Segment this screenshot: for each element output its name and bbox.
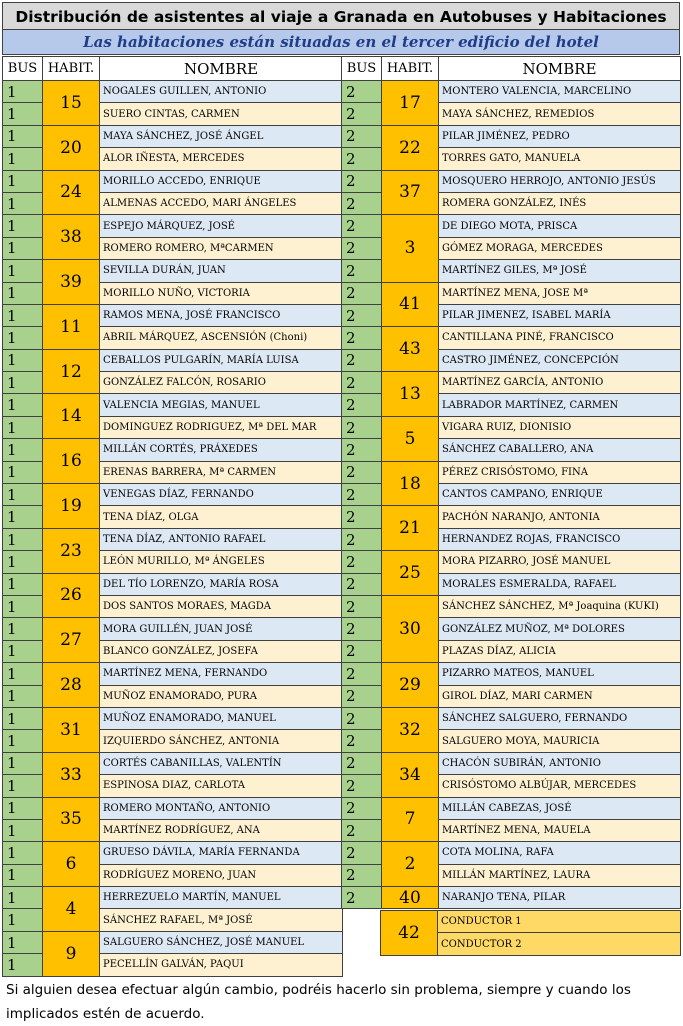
bus-number-cell: 1 [3, 237, 43, 259]
bus-number-cell: 1 [3, 707, 43, 729]
room-number-cell: 33 [43, 752, 100, 797]
room-number-cell: 5 [382, 416, 439, 461]
table-row [3, 752, 343, 774]
bus-number-cell: 1 [3, 752, 43, 774]
bus-number-cell: 1 [3, 148, 43, 170]
bus-number-cell: 1 [3, 573, 43, 595]
table-row [3, 349, 343, 371]
guest-name-cell: DOMINGUEZ RODRIGUEZ, Mª DEL MAR [100, 416, 343, 438]
table-row [3, 707, 343, 729]
guest-name-cell: SEVILLA DURÁN, JUAN [100, 260, 343, 282]
room-number-cell: 23 [43, 528, 100, 573]
bus-number-cell: 2 [342, 663, 382, 685]
bus-number-cell: 2 [342, 103, 382, 125]
guest-name-cell: ESPEJO MÁRQUEZ, JOSÉ [100, 215, 343, 237]
bus-number-cell: 2 [342, 282, 382, 304]
table-row [3, 260, 343, 282]
room-number-cell: 30 [382, 595, 439, 662]
table-row [3, 215, 343, 237]
document-title: Distribución de asistentes al viaje a Granada en Autobuses y Habitaciones [2, 2, 680, 30]
bus-number-cell: 2 [342, 215, 382, 237]
guest-name-cell: MOSQUERO HERROJO, ANTONIO JESÚS [439, 170, 681, 192]
guest-name-cell: DEL TÍO LORENZO, MARÍA ROSA [100, 573, 343, 595]
bus-number-cell: 1 [3, 349, 43, 371]
guest-name-cell: PACHÓN NARANJO, ANTONIA [439, 506, 681, 528]
room-number-cell: 12 [43, 349, 100, 394]
table-row [342, 215, 681, 237]
guest-name-cell: MILLÁN MARTÍNEZ, LAURA [439, 864, 681, 886]
guest-name-cell: PLAZAS DÍAZ, ALICIA [439, 640, 681, 662]
room-number-cell: 24 [43, 170, 100, 215]
table-row [342, 170, 681, 192]
table-row [3, 484, 343, 506]
guest-name-cell: GONZÁLEZ MUÑOZ, Mª DOLORES [439, 618, 681, 640]
table-row [342, 372, 681, 394]
guest-name-cell: MARTÍNEZ GILES, Mª JOSÉ [439, 260, 681, 282]
document-subtitle: Las habitaciones están situadas en el tercer edificio del hotel [2, 30, 680, 55]
bus-number-cell: 1 [3, 103, 43, 125]
guest-name-cell: TENA DÍAZ, OLGA [100, 506, 343, 528]
guest-name-cell: DOS SANTOS MORAES, MAGDA [100, 595, 343, 617]
bus-number-cell: 1 [3, 931, 43, 953]
room-number-cell: 29 [382, 663, 439, 708]
bus-number-cell: 1 [3, 170, 43, 192]
left-table-body [3, 81, 343, 977]
column-header-habit: HABIT. [382, 57, 439, 81]
table-row [3, 170, 343, 192]
table-row [342, 81, 681, 103]
table-row [3, 125, 343, 147]
guest-name-cell: MORA GUILLÉN, JUAN JOSÉ [100, 618, 343, 640]
bus-number-cell: 1 [3, 416, 43, 438]
bus-number-cell: 1 [3, 864, 43, 886]
guest-name-cell: PILAR JIMÉNEZ, PEDRO [439, 125, 681, 147]
guest-name-cell: PIZARRO MATEOS, MANUEL [439, 663, 681, 685]
bus-number-cell: 1 [3, 372, 43, 394]
guest-name-cell: ALOR IÑESTA, MERCEDES [100, 148, 343, 170]
room-number-cell: 7 [382, 797, 439, 842]
guest-name-cell: MARTÍNEZ GARCÍA, ANTONIO [439, 372, 681, 394]
bus-number-cell: 2 [342, 506, 382, 528]
bus-number-cell: 2 [342, 394, 382, 416]
room-number-cell: 31 [43, 707, 100, 752]
guest-name-cell: GRUESO DÁVILA, MARÍA FERNANDA [100, 842, 343, 864]
bus-number-cell: 1 [3, 887, 43, 909]
table-row [342, 327, 681, 349]
bus-number-cell: 2 [342, 484, 382, 506]
table-row [342, 595, 681, 617]
column-header-habit: HABIT. [43, 57, 100, 81]
bus-number-cell: 1 [3, 394, 43, 416]
bus-number-cell: 1 [3, 81, 43, 103]
table-row [3, 842, 343, 864]
bus-number-cell: 1 [3, 595, 43, 617]
guest-name-cell: MORILLO NUÑO, VICTORIA [100, 282, 343, 304]
room-number-cell: 27 [43, 618, 100, 663]
room-number-cell: 22 [382, 125, 439, 170]
bus-number-cell: 2 [342, 842, 382, 864]
driver-room-number-cell: 42 [381, 911, 438, 956]
guest-name-cell: DE DIEGO MOTA, PRISCA [439, 215, 681, 237]
guest-name-cell: BLANCO GONZÁLEZ, JOSEFA [100, 640, 343, 662]
bus-number-cell: 1 [3, 551, 43, 573]
guest-name-cell: MILLÁN CABEZAS, JOSÉ [439, 797, 681, 819]
bus-number-cell: 1 [3, 909, 43, 931]
bus-number-cell: 2 [342, 752, 382, 774]
guest-name-cell: VIGARA RUIZ, DIONISIO [439, 416, 681, 438]
guest-name-cell: SALGUERO SÁNCHEZ, JOSÉ MANUEL [100, 931, 343, 953]
table-row [342, 551, 681, 573]
bus-number-cell: 2 [342, 372, 382, 394]
table-row [342, 707, 681, 729]
guest-name-cell: GIROL DÍAZ, MARI CARMEN [439, 685, 681, 707]
guest-name-cell: COTA MOLINA, RAFA [439, 842, 681, 864]
right-table-body [342, 81, 681, 909]
footer-note: Si alguien desea efectuar algún cambio, podréis hacerlo sin problema, siempre y cuando los implicados estén de acuerdo. [6, 982, 631, 1022]
table-row [342, 797, 681, 819]
bus-number-cell: 2 [342, 797, 382, 819]
bus-number-cell: 1 [3, 282, 43, 304]
room-number-cell: 17 [382, 81, 439, 126]
room-number-cell: 37 [382, 170, 439, 215]
left-header-row [3, 57, 343, 81]
bus-number-cell: 2 [342, 349, 382, 371]
guest-name-cell: ERENAS BARRERA, Mª CARMEN [100, 461, 343, 483]
guest-name-cell: LEÓN MURILLO, Mª ÁNGELES [100, 551, 343, 573]
room-number-cell: 40 [382, 887, 439, 909]
bus-number-cell: 1 [3, 304, 43, 326]
guest-name-cell: MARTÍNEZ MENA, MAUELA [439, 819, 681, 841]
guest-name-cell: CANTILLANA PINÉ, FRANCISCO [439, 327, 681, 349]
guest-name-cell: VENEGAS DÍAZ, FERNANDO [100, 484, 343, 506]
bus-number-cell: 1 [3, 797, 43, 819]
table-row [342, 282, 681, 304]
guest-name-cell: ROMERO ROMERO, MªCARMEN [100, 237, 343, 259]
guest-name-cell: RODRÍGUEZ MORENO, JUAN [100, 864, 343, 886]
column-header-nombre: NOMBRE [100, 57, 343, 81]
bus-number-cell: 2 [342, 125, 382, 147]
guest-name-cell: CHACÓN SUBIRÁN, ANTONIO [439, 752, 681, 774]
bus-number-cell: 2 [342, 304, 382, 326]
column-header-bus: BUS [3, 57, 43, 81]
room-number-cell: 19 [43, 484, 100, 529]
guest-name-cell: MONTERO VALENCIA, MARCELINO [439, 81, 681, 103]
guest-name-cell: CEBALLOS PULGARÍN, MARÍA LUISA [100, 349, 343, 371]
guest-name-cell: MORILLO ACCEDO, ENRIQUE [100, 170, 343, 192]
guest-name-cell: MARTÍNEZ MENA, JOSE Mª [439, 282, 681, 304]
guest-name-cell: SÁNCHEZ CABALLERO, ANA [439, 439, 681, 461]
bus-number-cell: 2 [342, 595, 382, 617]
driver-name-cell: CONDUCTOR 2 [438, 933, 681, 955]
bus-number-cell: 2 [342, 416, 382, 438]
bus-number-cell: 1 [3, 775, 43, 797]
guest-name-cell: MORA PIZARRO, JOSÉ MANUEL [439, 551, 681, 573]
guest-name-cell: CANTOS CAMPANO, ENRIQUE [439, 484, 681, 506]
guest-name-cell: LABRADOR MARTÍNEZ, CARMEN [439, 394, 681, 416]
bus-number-cell: 2 [342, 439, 382, 461]
table-row [3, 887, 343, 909]
guest-name-cell: SÁNCHEZ SÁNCHEZ, Mª Joaquina (KUKI) [439, 595, 681, 617]
left-assignment-table [2, 56, 343, 977]
table-row [342, 506, 681, 528]
bus-number-cell: 2 [342, 81, 382, 103]
guest-name-cell: SUERO CINTAS, CARMEN [100, 103, 343, 125]
guest-name-cell: CASTRO JIMÉNEZ, CONCEPCIÓN [439, 349, 681, 371]
guest-name-cell: SÁNCHEZ RAFAEL, Mª JOSÉ [100, 909, 343, 931]
guest-name-cell: MARTÍNEZ RODRÍGUEZ, ANA [100, 819, 343, 841]
guest-name-cell: CORTÉS CABANILLAS, VALENTÍN [100, 752, 343, 774]
guest-name-cell: PECELLÍN GALVÁN, PAQUI [100, 954, 343, 976]
guest-name-cell: GONZÁLEZ FALCÓN, ROSARIO [100, 372, 343, 394]
bus-number-cell: 2 [342, 640, 382, 662]
guest-name-cell: ESPINOSA DIAZ, CARLOTA [100, 775, 343, 797]
room-number-cell: 18 [382, 461, 439, 506]
bus-number-cell: 2 [342, 730, 382, 752]
bus-number-cell: 2 [342, 528, 382, 550]
table-row [342, 887, 681, 909]
guest-name-cell: NOGALES GUILLEN, ANTONIO [100, 81, 343, 103]
table-row [3, 528, 343, 550]
bus-number-cell: 2 [342, 551, 382, 573]
guest-name-cell: VALENCIA MEGIAS, MANUEL [100, 394, 343, 416]
bus-number-cell: 2 [342, 775, 382, 797]
guest-name-cell: SALGUERO MOYA, MAURICIA [439, 730, 681, 752]
room-number-cell: 14 [43, 394, 100, 439]
guest-name-cell: PILAR JIMENEZ, ISABEL MARÍA [439, 304, 681, 326]
room-number-cell: 41 [382, 282, 439, 327]
guest-name-cell: TENA DÍAZ, ANTONIO RAFAEL [100, 528, 343, 550]
bus-number-cell: 2 [342, 170, 382, 192]
guest-name-cell: MARTÍNEZ MENA, FERNANDO [100, 663, 343, 685]
table-row [3, 663, 343, 685]
bus-number-cell: 1 [3, 954, 43, 976]
guest-name-cell: NARANJO TENA, PILAR [439, 887, 681, 909]
right-assignment-table [341, 56, 681, 909]
right-header-row [342, 57, 681, 81]
bus-number-cell: 2 [342, 864, 382, 886]
bus-number-cell: 1 [3, 192, 43, 214]
guest-name-cell: PÉREZ CRISÓSTOMO, FINA [439, 461, 681, 483]
guest-name-cell: IZQUIERDO SÁNCHEZ, ANTONIA [100, 730, 343, 752]
room-number-cell: 21 [382, 506, 439, 551]
drivers-table [380, 910, 681, 956]
room-number-cell: 35 [43, 797, 100, 842]
bus-number-cell: 2 [342, 327, 382, 349]
guest-name-cell: HERNANDEZ ROJAS, FRANCISCO [439, 528, 681, 550]
room-number-cell: 15 [43, 81, 100, 126]
guest-name-cell: GÓMEZ MORAGA, MERCEDES [439, 237, 681, 259]
table-row [3, 439, 343, 461]
bus-number-cell: 1 [3, 260, 43, 282]
bus-number-cell: 1 [3, 215, 43, 237]
room-number-cell: 20 [43, 125, 100, 170]
bus-number-cell: 2 [342, 707, 382, 729]
guest-name-cell: ALMENAS ACCEDO, MARI ÁNGELES [100, 192, 343, 214]
room-number-cell: 9 [43, 931, 100, 976]
table-row [3, 797, 343, 819]
bus-number-cell: 2 [342, 573, 382, 595]
table-row [3, 394, 343, 416]
driver-name-cell: CONDUCTOR 1 [438, 911, 681, 933]
bus-number-cell: 2 [342, 461, 382, 483]
driver-row [381, 911, 681, 933]
guest-name-cell: CRISÓSTOMO ALBÚJAR, MERCEDES [439, 775, 681, 797]
table-row [3, 931, 343, 953]
bus-number-cell: 1 [3, 842, 43, 864]
guest-name-cell: MAYA SÁNCHEZ, JOSÉ ÁNGEL [100, 125, 343, 147]
bus-number-cell: 1 [3, 685, 43, 707]
room-number-cell: 2 [382, 842, 439, 887]
bus-number-cell: 1 [3, 439, 43, 461]
room-number-cell: 11 [43, 304, 100, 349]
guest-name-cell: SÁNCHEZ SALGUERO, FERNANDO [439, 707, 681, 729]
guest-name-cell: TORRES GATO, MANUELA [439, 148, 681, 170]
bus-number-cell: 2 [342, 192, 382, 214]
table-row [342, 663, 681, 685]
bus-number-cell: 1 [3, 618, 43, 640]
guest-name-cell: ABRIL MÁRQUEZ, ASCENSIÓN (Choni) [100, 327, 343, 349]
guest-name-cell: RAMOS MENA, JOSÉ FRANCISCO [100, 304, 343, 326]
bus-number-cell: 2 [342, 819, 382, 841]
guest-name-cell: MUÑOZ ENAMORADO, MANUEL [100, 707, 343, 729]
room-number-cell: 39 [43, 260, 100, 305]
bus-number-cell: 1 [3, 819, 43, 841]
bus-number-cell: 2 [342, 260, 382, 282]
room-number-cell: 26 [43, 573, 100, 618]
room-number-cell: 38 [43, 215, 100, 260]
bus-number-cell: 1 [3, 663, 43, 685]
column-header-nombre: NOMBRE [439, 57, 681, 81]
bus-number-cell: 1 [3, 506, 43, 528]
table-row [3, 81, 343, 103]
room-number-cell: 28 [43, 663, 100, 708]
guest-name-cell: ROMERA GONZÁLEZ, INÉS [439, 192, 681, 214]
table-row [342, 416, 681, 438]
bus-number-cell: 1 [3, 528, 43, 550]
bus-number-cell: 1 [3, 461, 43, 483]
bus-number-cell: 1 [3, 484, 43, 506]
guest-name-cell: MUÑOZ ENAMORADO, PURA [100, 685, 343, 707]
bus-number-cell: 2 [342, 618, 382, 640]
room-number-cell: 4 [43, 887, 100, 932]
table-row [342, 842, 681, 864]
guest-name-cell: MORALES ESMERALDA, RAFAEL [439, 573, 681, 595]
bus-number-cell: 2 [342, 237, 382, 259]
guest-name-cell: MAYA SÁNCHEZ, REMEDIOS [439, 103, 681, 125]
room-number-cell: 3 [382, 215, 439, 282]
guest-name-cell: ROMERO MONTAÑO, ANTONIO [100, 797, 343, 819]
guest-name-cell: HERREZUELO MARTÍN, MANUEL [100, 887, 343, 909]
table-row [3, 573, 343, 595]
room-number-cell: 13 [382, 372, 439, 417]
column-header-bus: BUS [342, 57, 382, 81]
bus-number-cell: 1 [3, 640, 43, 662]
room-number-cell: 43 [382, 327, 439, 372]
table-row [342, 461, 681, 483]
room-number-cell: 6 [43, 842, 100, 887]
bus-number-cell: 2 [342, 148, 382, 170]
room-number-cell: 32 [382, 707, 439, 752]
guest-name-cell: MILLÁN CORTÉS, PRÁXEDES [100, 439, 343, 461]
bus-number-cell: 2 [342, 887, 382, 909]
table-row [342, 752, 681, 774]
table-row [3, 304, 343, 326]
table-row [342, 125, 681, 147]
table-row [3, 618, 343, 640]
bus-number-cell: 1 [3, 125, 43, 147]
drivers-table-body [381, 911, 681, 956]
bus-number-cell: 1 [3, 730, 43, 752]
bus-number-cell: 2 [342, 685, 382, 707]
bus-number-cell: 1 [3, 327, 43, 349]
room-number-cell: 25 [382, 551, 439, 596]
room-number-cell: 34 [382, 752, 439, 797]
room-number-cell: 16 [43, 439, 100, 484]
